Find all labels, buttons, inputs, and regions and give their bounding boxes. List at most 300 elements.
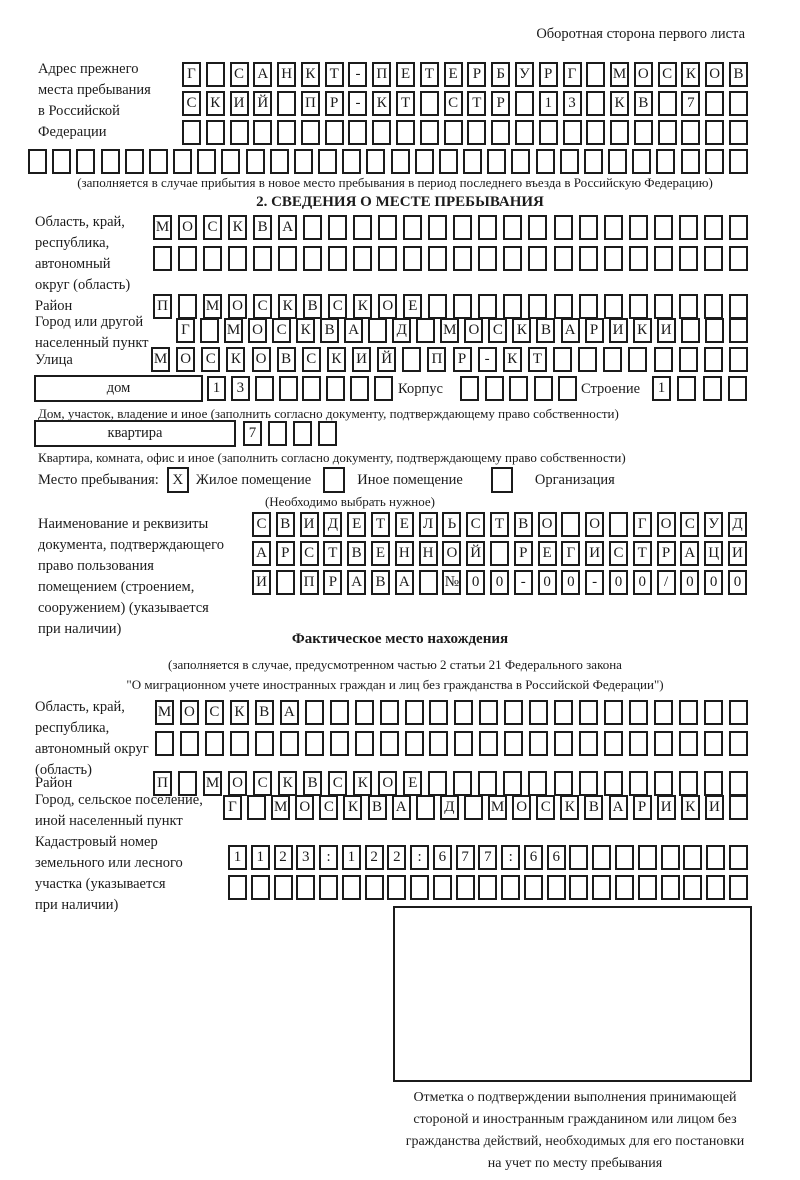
char-box[interactable]: С [444, 91, 463, 116]
char-box[interactable]: И [352, 347, 371, 372]
char-box[interactable]: Н [395, 541, 414, 566]
char-box[interactable]: Е [347, 512, 366, 537]
char-box[interactable]: Г [563, 62, 582, 87]
char-box[interactable] [428, 246, 447, 271]
char-box[interactable] [200, 318, 219, 343]
char-box[interactable]: Д [728, 512, 747, 537]
char-box[interactable] [656, 149, 675, 174]
char-box[interactable] [277, 91, 296, 116]
house-field-rect[interactable]: дом [34, 375, 203, 402]
char-box[interactable] [706, 845, 725, 870]
char-box[interactable] [604, 771, 623, 796]
char-box[interactable]: 3 [231, 376, 250, 401]
char-box[interactable]: О [248, 318, 267, 343]
char-box[interactable] [368, 318, 387, 343]
char-box[interactable]: О [295, 795, 314, 820]
char-box[interactable] [578, 347, 597, 372]
char-box[interactable] [586, 120, 605, 145]
char-box[interactable] [553, 347, 572, 372]
char-box[interactable]: Т [528, 347, 547, 372]
char-box[interactable] [629, 294, 648, 319]
char-box[interactable] [182, 120, 201, 145]
char-box[interactable]: О [464, 318, 483, 343]
char-box[interactable] [318, 149, 337, 174]
char-box[interactable] [604, 731, 623, 756]
char-box[interactable] [342, 149, 361, 174]
char-box[interactable] [206, 120, 225, 145]
char-box[interactable] [490, 541, 509, 566]
char-box[interactable]: В [255, 700, 274, 725]
char-box[interactable]: А [280, 700, 299, 725]
char-box[interactable] [325, 120, 344, 145]
char-box[interactable] [348, 120, 367, 145]
char-box[interactable]: М [610, 62, 629, 87]
char-box[interactable]: К [372, 91, 391, 116]
char-box[interactable]: 7 [243, 421, 262, 446]
char-box[interactable]: К [681, 62, 700, 87]
char-box[interactable]: Е [403, 771, 422, 796]
char-box[interactable]: 0 [609, 570, 628, 595]
char-box[interactable]: 0 [538, 570, 557, 595]
char-box[interactable]: С [658, 62, 677, 87]
char-box[interactable] [681, 318, 700, 343]
char-box[interactable]: К [296, 318, 315, 343]
char-box[interactable] [528, 771, 547, 796]
char-box[interactable]: А [347, 570, 366, 595]
char-box[interactable] [378, 215, 397, 240]
char-box[interactable]: Т [325, 62, 344, 87]
char-box[interactable] [547, 875, 566, 900]
char-box[interactable] [453, 215, 472, 240]
char-box[interactable] [330, 700, 349, 725]
char-box[interactable]: С [302, 347, 321, 372]
char-box[interactable] [560, 149, 579, 174]
char-box[interactable]: И [705, 795, 724, 820]
char-box[interactable]: 7 [681, 91, 700, 116]
char-box[interactable] [705, 318, 724, 343]
char-box[interactable] [228, 246, 247, 271]
char-box[interactable] [365, 875, 384, 900]
char-box[interactable] [305, 731, 324, 756]
char-box[interactable] [467, 120, 486, 145]
char-box[interactable] [153, 246, 172, 271]
char-box[interactable]: К [226, 347, 245, 372]
char-box[interactable]: - [348, 91, 367, 116]
char-box[interactable] [681, 149, 700, 174]
char-box[interactable]: - [348, 62, 367, 87]
char-box[interactable]: В [634, 91, 653, 116]
char-box[interactable] [478, 246, 497, 271]
char-box[interactable]: Ь [442, 512, 461, 537]
char-box[interactable] [704, 246, 723, 271]
char-box[interactable]: Р [585, 318, 604, 343]
char-box[interactable]: Л [419, 512, 438, 537]
char-box[interactable]: И [300, 512, 319, 537]
char-box[interactable] [277, 120, 296, 145]
char-box[interactable] [561, 512, 580, 537]
char-box[interactable] [405, 700, 424, 725]
char-box[interactable]: 2 [387, 845, 406, 870]
char-box[interactable] [658, 91, 677, 116]
char-box[interactable]: Н [277, 62, 296, 87]
char-box[interactable]: Р [539, 62, 558, 87]
char-box[interactable]: М [155, 700, 174, 725]
char-box[interactable]: Р [657, 541, 676, 566]
char-box[interactable] [403, 246, 422, 271]
char-box[interactable] [586, 62, 605, 87]
char-box[interactable]: 2 [365, 845, 384, 870]
char-box[interactable]: С [253, 294, 272, 319]
char-box[interactable] [629, 700, 648, 725]
char-box[interactable]: Р [633, 795, 652, 820]
char-box[interactable]: 3 [296, 845, 315, 870]
char-box[interactable] [303, 246, 322, 271]
char-box[interactable] [420, 120, 439, 145]
char-box[interactable]: А [680, 541, 699, 566]
char-box[interactable] [554, 700, 573, 725]
char-box[interactable]: 1 [228, 845, 247, 870]
char-box[interactable]: 1 [342, 845, 361, 870]
char-box[interactable] [629, 215, 648, 240]
char-box[interactable]: 0 [680, 570, 699, 595]
char-box[interactable]: В [536, 318, 555, 343]
char-box[interactable] [366, 149, 385, 174]
char-box[interactable] [255, 731, 274, 756]
char-box[interactable]: № [442, 570, 461, 595]
char-box[interactable]: М [488, 795, 507, 820]
char-box[interactable] [428, 294, 447, 319]
char-box[interactable] [683, 845, 702, 870]
char-box[interactable]: 0 [704, 570, 723, 595]
char-box[interactable] [155, 731, 174, 756]
char-box[interactable] [487, 149, 506, 174]
char-box[interactable]: П [153, 294, 172, 319]
char-box[interactable]: 3 [563, 91, 582, 116]
char-box[interactable]: С [253, 771, 272, 796]
char-box[interactable]: М [153, 215, 172, 240]
char-box[interactable]: А [609, 795, 628, 820]
char-box[interactable] [479, 731, 498, 756]
char-box[interactable]: Г [633, 512, 652, 537]
char-box[interactable]: А [344, 318, 363, 343]
char-box[interactable] [125, 149, 144, 174]
char-box[interactable]: К [278, 771, 297, 796]
char-box[interactable] [529, 700, 548, 725]
char-box[interactable] [479, 700, 498, 725]
char-box[interactable]: 6 [524, 845, 543, 870]
char-box[interactable] [305, 700, 324, 725]
char-box[interactable]: Н [419, 541, 438, 566]
char-box[interactable]: 0 [490, 570, 509, 595]
char-box[interactable] [729, 91, 748, 116]
char-box[interactable] [387, 875, 406, 900]
char-box[interactable] [478, 294, 497, 319]
char-box[interactable] [654, 294, 673, 319]
char-box[interactable] [178, 294, 197, 319]
char-box[interactable]: Р [276, 541, 295, 566]
char-box[interactable] [274, 875, 293, 900]
char-box[interactable]: К [343, 795, 362, 820]
char-box[interactable]: - [478, 347, 497, 372]
char-box[interactable] [528, 294, 547, 319]
char-box[interactable] [704, 215, 723, 240]
char-box[interactable] [683, 875, 702, 900]
char-box[interactable] [253, 246, 272, 271]
char-box[interactable]: Т [396, 91, 415, 116]
char-box[interactable]: М [203, 771, 222, 796]
char-box[interactable] [529, 731, 548, 756]
char-box[interactable]: В [371, 570, 390, 595]
char-box[interactable] [463, 149, 482, 174]
char-box[interactable] [592, 845, 611, 870]
char-box[interactable] [579, 246, 598, 271]
char-box[interactable] [704, 347, 723, 372]
char-box[interactable]: М [271, 795, 290, 820]
char-box[interactable] [554, 246, 573, 271]
char-box[interactable]: О [705, 62, 724, 87]
char-box[interactable]: 6 [433, 845, 452, 870]
char-box[interactable] [353, 246, 372, 271]
char-box[interactable] [433, 875, 452, 900]
char-box[interactable] [428, 215, 447, 240]
char-box[interactable] [511, 149, 530, 174]
char-box[interactable] [328, 215, 347, 240]
char-box[interactable] [28, 149, 47, 174]
char-box[interactable]: Т [467, 91, 486, 116]
char-box[interactable]: О [378, 294, 397, 319]
char-box[interactable] [608, 149, 627, 174]
char-box[interactable]: И [252, 570, 271, 595]
char-box[interactable] [638, 875, 657, 900]
char-box[interactable] [504, 700, 523, 725]
char-box[interactable] [603, 347, 622, 372]
char-box[interactable] [330, 731, 349, 756]
char-box[interactable]: С [466, 512, 485, 537]
char-box[interactable] [579, 731, 598, 756]
char-box[interactable]: О [252, 347, 271, 372]
char-box[interactable]: С [328, 294, 347, 319]
char-box[interactable]: - [585, 570, 604, 595]
char-box[interactable]: В [729, 62, 748, 87]
char-box[interactable]: О [512, 795, 531, 820]
char-box[interactable] [604, 700, 623, 725]
char-box[interactable]: 0 [633, 570, 652, 595]
char-box[interactable]: Е [371, 541, 390, 566]
char-box[interactable] [205, 731, 224, 756]
char-box[interactable] [524, 875, 543, 900]
char-box[interactable]: К [560, 795, 579, 820]
char-box[interactable] [456, 875, 475, 900]
char-box[interactable] [228, 875, 247, 900]
char-box[interactable]: Е [538, 541, 557, 566]
char-box[interactable]: С [328, 771, 347, 796]
char-box[interactable] [280, 731, 299, 756]
checkbox-zhiloe[interactable]: X [167, 467, 189, 493]
char-box[interactable]: С [488, 318, 507, 343]
char-box[interactable] [247, 795, 266, 820]
char-box[interactable]: Р [514, 541, 533, 566]
char-box[interactable]: О [657, 512, 676, 537]
char-box[interactable] [278, 246, 297, 271]
char-box[interactable]: О [176, 347, 195, 372]
char-box[interactable] [301, 120, 320, 145]
char-box[interactable] [729, 700, 748, 725]
char-box[interactable] [554, 215, 573, 240]
char-box[interactable] [729, 149, 748, 174]
char-box[interactable]: К [278, 294, 297, 319]
char-box[interactable]: В [276, 512, 295, 537]
char-box[interactable] [558, 376, 577, 401]
char-box[interactable] [554, 294, 573, 319]
char-box[interactable] [681, 120, 700, 145]
char-box[interactable] [504, 731, 523, 756]
char-box[interactable] [326, 376, 345, 401]
char-box[interactable] [729, 771, 748, 796]
char-box[interactable]: С [680, 512, 699, 537]
char-box[interactable] [206, 62, 225, 87]
char-box[interactable]: Р [325, 91, 344, 116]
char-box[interactable] [396, 120, 415, 145]
char-box[interactable]: К [228, 215, 247, 240]
checkbox-inoe[interactable] [323, 467, 345, 493]
char-box[interactable] [654, 731, 673, 756]
char-box[interactable]: У [704, 512, 723, 537]
char-box[interactable] [180, 731, 199, 756]
char-box[interactable] [178, 246, 197, 271]
char-box[interactable] [679, 246, 698, 271]
char-box[interactable] [569, 845, 588, 870]
char-box[interactable] [515, 120, 534, 145]
char-box[interactable] [515, 91, 534, 116]
char-box[interactable] [279, 376, 298, 401]
char-box[interactable] [638, 845, 657, 870]
char-box[interactable]: И [230, 91, 249, 116]
char-box[interactable]: П [427, 347, 446, 372]
char-box[interactable] [478, 215, 497, 240]
char-box[interactable]: Г [176, 318, 195, 343]
char-box[interactable]: С [319, 795, 338, 820]
char-box[interactable] [416, 795, 435, 820]
char-box[interactable] [149, 149, 168, 174]
char-box[interactable]: 0 [466, 570, 485, 595]
char-box[interactable] [654, 700, 673, 725]
char-box[interactable] [704, 294, 723, 319]
char-box[interactable] [380, 731, 399, 756]
char-box[interactable] [485, 376, 504, 401]
char-box[interactable] [554, 771, 573, 796]
char-box[interactable] [679, 700, 698, 725]
char-box[interactable]: С [272, 318, 291, 343]
char-box[interactable]: О [378, 771, 397, 796]
char-box[interactable]: 2 [274, 845, 293, 870]
char-box[interactable]: В [320, 318, 339, 343]
char-box[interactable] [706, 875, 725, 900]
char-box[interactable] [729, 120, 748, 145]
char-box[interactable] [728, 376, 747, 401]
char-box[interactable] [604, 294, 623, 319]
char-box[interactable]: К [512, 318, 531, 343]
char-box[interactable] [729, 318, 748, 343]
char-box[interactable]: : [410, 845, 429, 870]
char-box[interactable] [454, 700, 473, 725]
char-box[interactable] [251, 875, 270, 900]
char-box[interactable]: И [585, 541, 604, 566]
char-box[interactable] [509, 376, 528, 401]
char-box[interactable] [342, 875, 361, 900]
char-box[interactable] [615, 875, 634, 900]
char-box[interactable]: С [201, 347, 220, 372]
char-box[interactable]: К [610, 91, 629, 116]
char-box[interactable] [255, 376, 274, 401]
char-box[interactable]: Д [392, 318, 411, 343]
char-box[interactable] [460, 376, 479, 401]
char-box[interactable] [610, 120, 629, 145]
char-box[interactable] [355, 731, 374, 756]
char-box[interactable] [503, 771, 522, 796]
char-box[interactable] [302, 376, 321, 401]
char-box[interactable]: С [182, 91, 201, 116]
char-box[interactable] [230, 731, 249, 756]
char-box[interactable] [76, 149, 95, 174]
char-box[interactable] [592, 875, 611, 900]
char-box[interactable] [679, 731, 698, 756]
char-box[interactable] [654, 347, 673, 372]
char-box[interactable] [328, 246, 347, 271]
char-box[interactable]: А [253, 62, 272, 87]
char-box[interactable] [246, 149, 265, 174]
char-box[interactable] [353, 215, 372, 240]
char-box[interactable]: С [205, 700, 224, 725]
char-box[interactable]: Т [371, 512, 390, 537]
char-box[interactable] [173, 149, 192, 174]
char-box[interactable] [729, 347, 748, 372]
char-box[interactable] [536, 149, 555, 174]
char-box[interactable] [405, 731, 424, 756]
char-box[interactable]: : [501, 845, 520, 870]
char-box[interactable] [268, 421, 287, 446]
char-box[interactable] [579, 771, 598, 796]
char-box[interactable]: А [278, 215, 297, 240]
char-box[interactable] [372, 120, 391, 145]
char-box[interactable] [579, 700, 598, 725]
char-box[interactable]: Б [491, 62, 510, 87]
char-box[interactable]: У [515, 62, 534, 87]
char-box[interactable] [632, 149, 651, 174]
char-box[interactable] [729, 845, 748, 870]
char-box[interactable] [478, 771, 497, 796]
char-box[interactable] [416, 318, 435, 343]
char-box[interactable] [453, 246, 472, 271]
char-box[interactable]: И [728, 541, 747, 566]
char-box[interactable] [729, 795, 748, 820]
char-box[interactable]: К [353, 771, 372, 796]
char-box[interactable]: О [585, 512, 604, 537]
char-box[interactable]: К [353, 294, 372, 319]
char-box[interactable] [101, 149, 120, 174]
char-box[interactable]: О [538, 512, 557, 537]
char-box[interactable]: А [561, 318, 580, 343]
char-box[interactable]: О [180, 700, 199, 725]
char-box[interactable]: И [657, 318, 676, 343]
char-box[interactable]: В [253, 215, 272, 240]
char-box[interactable] [629, 731, 648, 756]
char-box[interactable]: О [634, 62, 653, 87]
char-box[interactable]: Е [395, 512, 414, 537]
char-box[interactable] [464, 795, 483, 820]
char-box[interactable] [319, 875, 338, 900]
char-box[interactable]: О [178, 215, 197, 240]
char-box[interactable] [429, 700, 448, 725]
